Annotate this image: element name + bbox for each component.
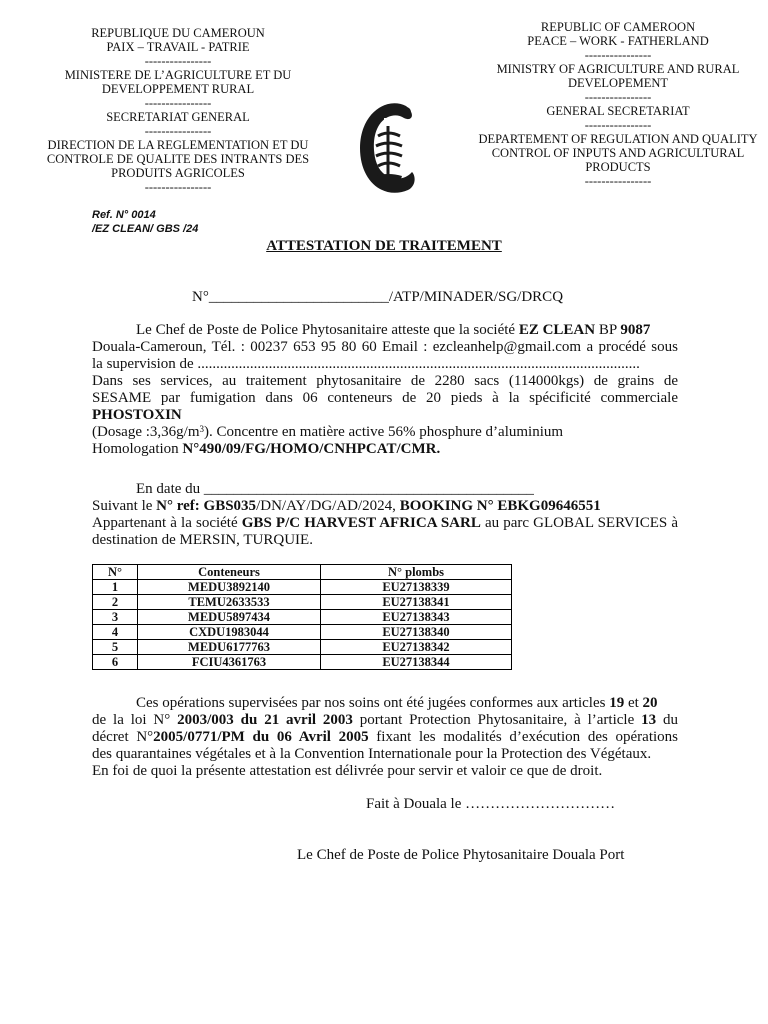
header-left-line: ----------------: [144, 96, 212, 110]
para3-line3: décret N°2005/0771/PM du 06 Avril 2005 fixant les modalités d’exécution des opérations: [92, 729, 678, 745]
seal-number: EU27138341: [321, 595, 512, 610]
table-header-row: [93, 565, 512, 580]
header-right-line: ----------------: [584, 118, 652, 132]
header-right-line: PRODUCTS: [585, 160, 651, 174]
destination-line: destination de MERSIN, TURQUIE.: [92, 532, 313, 548]
row-number: 5: [93, 640, 138, 655]
paragraph-treatment: [92, 322, 678, 458]
table-row: [93, 625, 512, 640]
header-left-line: DEVELOPPEMENT RURAL: [101, 82, 255, 96]
para3-line2: de la loi N° 2003/003 du 21 avril 2003 portant Protection Phytosanitaire, à l’article 13 du: [92, 712, 678, 728]
header-right-line: REPUBLIC OF CAMEROON: [540, 20, 696, 34]
document-title: ATTESTATION DE TRAITEMENT: [266, 238, 502, 254]
row-number: 4: [93, 625, 138, 640]
header-left-line: ----------------: [144, 54, 212, 68]
table-row: [93, 610, 512, 625]
header-left-line: REPUBLIQUE DU CAMEROUN: [91, 26, 265, 40]
header-left-line: PRODUITS AGRICOLES: [111, 166, 245, 180]
dosage-line: (Dosage $:3,36g/m^3$). Concentre en matière active 56% phosphure d’aluminium: [92, 424, 564, 440]
para1-line2: Douala-Cameroun, Tél. : 00237 653 95 80 60 Email : ezcleanhelp@gmail.com a procédé sous: [92, 339, 678, 355]
para3-line4: des quarantaines végétales et à la Convention Internationale pour la Protection des Végétaux.: [92, 746, 652, 762]
seal-number: EU27138342: [321, 640, 512, 655]
reference-number: Ref. N° 0014 /EZ CLEAN/ GBS /24: [92, 209, 199, 235]
row-number: 6: [93, 655, 138, 670]
para1-line1: Le Chef de Poste de Police Phytosanitaire atteste que la société EZ CLEAN BP 9087: [136, 322, 651, 338]
para1-line4: Dans ses services, au traitement phytosanitaire de 2280 sacs (114000kgs) de grains de: [92, 373, 678, 389]
header-right-line: MINISTRY OF AGRICULTURE AND RURAL: [496, 62, 740, 76]
product-name: PHOSTOXIN: [92, 407, 182, 423]
signature-title: Le Chef de Poste de Police Phytosanitaire Douala Port: [297, 847, 625, 863]
homologation-line: Homologation N°490/09/FG/HOMO/CNHPCAT/CMR.: [92, 441, 441, 457]
header-left-line: DIRECTION DE LA REGLEMENTATION ET DU: [47, 138, 309, 152]
booking-line: Suivant le N° ref: GBS035/DN/AY/DG/AD/2024, BOOKING N° EBKG09646551: [92, 498, 601, 514]
table-row: [93, 580, 512, 595]
header-left-line: SECRETARIAT GENERAL: [106, 110, 250, 124]
containers-table: [92, 564, 512, 670]
col-header-containers: Conteneurs: [138, 565, 321, 580]
header-right-line: ----------------: [584, 48, 652, 62]
owner-line: Appartenant à la société GBS P/C HARVEST AFRICA SARL au parc GLOBAL SERVICES à: [92, 515, 678, 531]
header-left-line: PAIX – TRAVAIL - PATRIE: [106, 40, 250, 54]
header-left-line: CONTROLE DE QUALITE DES INTRANTS DES: [46, 152, 310, 166]
seal-number: EU27138344: [321, 655, 512, 670]
container-id: MEDU5897434: [138, 610, 321, 625]
row-number: 1: [93, 580, 138, 595]
paragraph-shipment: [92, 481, 678, 549]
header-right-line: GENERAL SECRETARIAT: [546, 104, 690, 118]
header-right-line: DEVELOPEMENT: [568, 76, 668, 90]
header-right-line: CONTROL OF INPUTS AND AGRICULTURAL: [491, 146, 745, 160]
container-id: CXDU1983044: [138, 625, 321, 640]
row-number: 2: [93, 595, 138, 610]
seal-number: EU27138340: [321, 625, 512, 640]
paragraph-conformity: [92, 695, 678, 780]
container-id: MEDU3892140: [138, 580, 321, 595]
table-row: [93, 595, 512, 610]
container-id: TEMU2633533: [138, 595, 321, 610]
para1-line3: la supervision de ......................................................................................................................: [92, 356, 640, 372]
header-right-line: ----------------: [584, 90, 652, 104]
seal-number: EU27138339: [321, 580, 512, 595]
col-header-seals: N° plombs: [321, 565, 512, 580]
header-left-line: MINISTERE DE L’AGRICULTURE ET DU: [64, 68, 292, 82]
container-id: FCIU4361763: [138, 655, 321, 670]
date-line: En date du ____________________________________________: [136, 481, 534, 497]
para3-line1: Ces opérations supervisées par nos soins ont été jugées conformes aux articles 19 et 20: [136, 695, 658, 711]
table-row: [93, 655, 512, 670]
table-row: [93, 640, 512, 655]
header-right-line: ----------------: [584, 174, 652, 188]
row-number: 3: [93, 610, 138, 625]
para3-line5: En foi de quoi la présente attestation est délivrée pour servir et valoir ce que de droit.: [92, 763, 603, 779]
place-date-line: Fait à Douala le …………………………: [366, 796, 616, 812]
para1-line5: SESAME par fumigation dans 06 conteneurs de 20 pieds à la spécificité commerciale: [92, 390, 678, 406]
header-right-line: PEACE – WORK - FATHERLAND: [527, 34, 709, 48]
ministry-emblem-logo: [356, 96, 418, 200]
header-left-block: [30, 26, 326, 194]
attestation-number-line: N°________________________/ATP/MINADER/SG/DRCQ: [192, 289, 564, 305]
col-header-number: N°: [93, 565, 138, 580]
header-right-line: DEPARTEMENT OF REGULATION AND QUALITY: [478, 132, 758, 146]
container-id: MEDU6177763: [138, 640, 321, 655]
seal-number: EU27138343: [321, 610, 512, 625]
header-left-line: ----------------: [144, 180, 212, 194]
header-right-block: [462, 20, 768, 188]
header-left-line: ----------------: [144, 124, 212, 138]
